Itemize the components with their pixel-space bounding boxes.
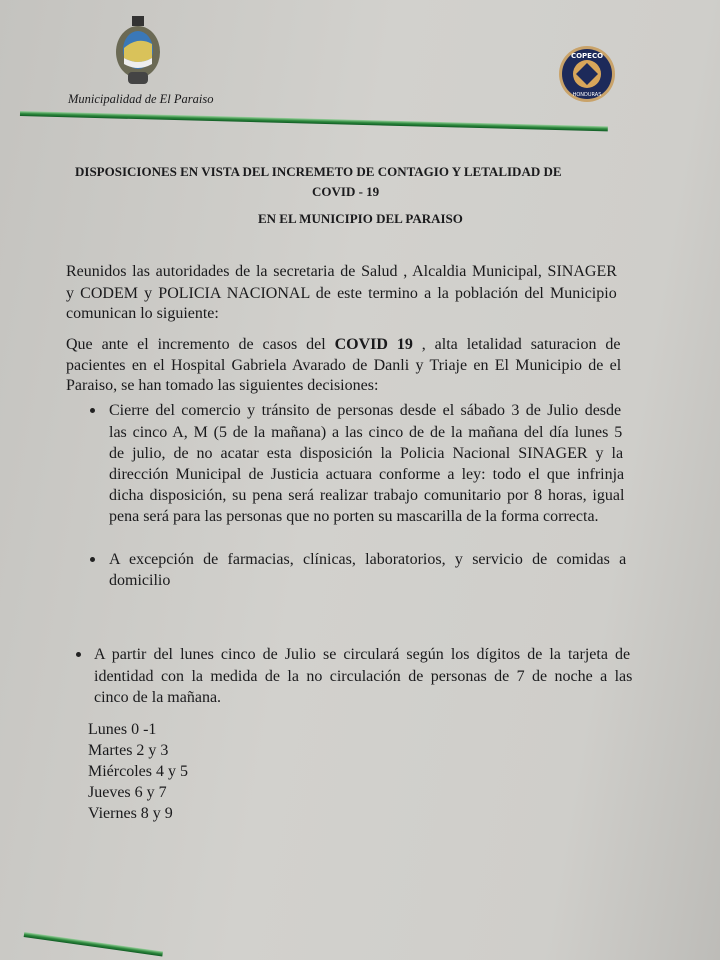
paragraph-line: Paraiso, se han tomado las siguientes decisiones: [66, 377, 379, 394]
schedule-item: Lunes 0 -1 [88, 721, 157, 738]
bullet-line: pena será para las personas que no porten su mascarilla de la forma correcta. [109, 508, 599, 525]
bullet-line: las cinco A, M (5 de la mañana) a las cinco de de la mañana del día lunes 5 [109, 424, 623, 441]
paragraph-line: y CODEM y POLICIA NACIONAL de este termino a la población del Municipio [66, 285, 617, 302]
footer-divider [24, 932, 163, 956]
header-divider [20, 111, 608, 131]
paragraph-line: Reunidos las autoridades de la secretaria de Salud , Alcaldia Municipal, SINAGER [66, 263, 617, 280]
bullet-icon [90, 557, 95, 562]
bullet-line: Cierre del comercio y tránsito de personas desde el sábado 3 de Julio desde [109, 402, 622, 419]
bullet-icon [76, 652, 81, 657]
text: Que ante el incremento de casos del [66, 336, 326, 353]
schedule-item: Viernes 8 y 9 [88, 805, 173, 822]
bullet-line: domicilio [109, 572, 171, 589]
bullet-line: de julio, de no acatar esta disposición la Policia Nacional SINAGER y la [109, 445, 624, 462]
document-subtitle: EN EL MUNICIPIO DEL PARAISO [258, 211, 463, 226]
bullet-line: A partir del lunes cinco de Julio se circulará según los dígitos de la tarjeta de [94, 646, 631, 663]
bullet-line: dicha disposición, su pena será realizar trabajo comunitario por 8 horas, igual [109, 487, 625, 504]
schedule-item: Jueves 6 y 7 [88, 784, 167, 801]
bullet-line: dirección Municipal de Justicia actuara conforme a ley: todo el que infrinja [109, 466, 625, 483]
municipality-coat-of-arms [108, 14, 168, 88]
bullet-line: A excepción de farmacias, clínicas, laboratorios, y servicio de comidas a [109, 551, 627, 568]
text: , alta letalidad saturacion de [421, 336, 621, 353]
svg-text:HONDURAS: HONDURAS [572, 92, 602, 98]
bullet-line: identidad con la medida de la no circulación de personas de 7 de noche a las [94, 668, 633, 685]
document-title-line2: COVID - 19 [312, 184, 380, 199]
schedule-item: Miércoles 4 y 5 [88, 763, 188, 780]
document-title: DISPOSICIONES EN VISTA DEL INCREMETO DE CONTAGIO Y LETALIDAD DE [75, 164, 562, 179]
copeco-logo [558, 45, 616, 103]
schedule-item: Martes 2 y 3 [88, 742, 169, 759]
bullet-icon [90, 408, 95, 413]
covid-bold: COVID 19 [334, 336, 413, 353]
svg-text:COPECO: COPECO [570, 52, 604, 60]
paragraph-line: pacientes en el Hospital Gabriela Avarado de Danli y Triaje en El Municipio de el [66, 357, 622, 374]
paragraph-line: comunican lo siguiente: [66, 305, 219, 322]
paragraph-line [66, 335, 620, 355]
municipality-name: Municipalidad de El Paraiso [68, 92, 214, 106]
bullet-line: cinco de la mañana. [94, 689, 222, 706]
